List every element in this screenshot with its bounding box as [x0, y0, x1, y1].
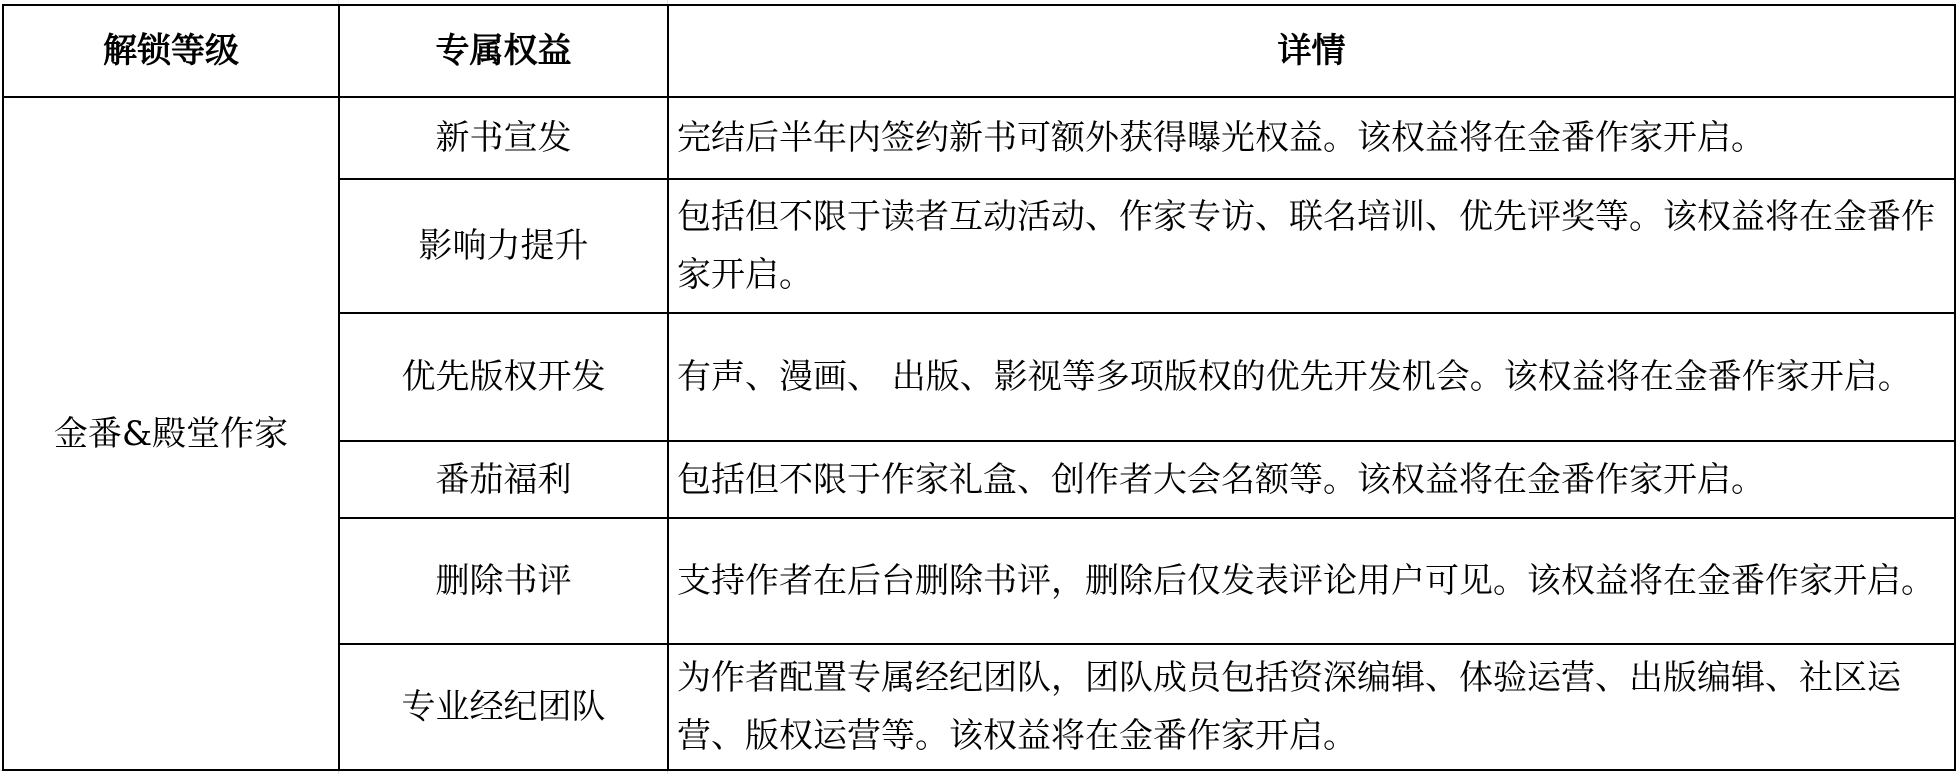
detail-cell[interactable]: 有声、漫画、 出版、影视等多项版权的优先开发机会。该权益将在金番作家开启。	[668, 313, 1955, 441]
header-exclusive-benefit[interactable]: 专属权益	[339, 5, 668, 97]
benefit-cell[interactable]: 优先版权开发	[339, 313, 668, 441]
detail-cell[interactable]: 包括但不限于读者互动活动、作家专访、联名培训、优先评奖等。该权益将在金番作家开启。	[668, 179, 1955, 313]
table-row	[3, 97, 1955, 179]
table-header-row	[3, 5, 1955, 97]
benefit-cell[interactable]: 番茄福利	[339, 441, 668, 518]
benefit-cell[interactable]: 删除书评	[339, 518, 668, 644]
benefit-cell[interactable]: 新书宣发	[339, 97, 668, 179]
detail-cell[interactable]: 完结后半年内签约新书可额外获得曝光权益。该权益将在金番作家开启。	[668, 97, 1955, 179]
benefit-cell[interactable]: 专业经纪团队	[339, 644, 668, 770]
detail-cell[interactable]: 为作者配置专属经纪团队，团队成员包括资深编辑、体验运营、出版编辑、社区运营、版权运营等。该权益将在金番作家开启。	[668, 644, 1955, 770]
detail-cell[interactable]: 支持作者在后台删除书评，删除后仅发表评论用户可见。该权益将在金番作家开启。	[668, 518, 1955, 644]
detail-cell[interactable]: 包括但不限于作家礼盒、创作者大会名额等。该权益将在金番作家开启。	[668, 441, 1955, 518]
benefit-cell[interactable]: 影响力提升	[339, 179, 668, 313]
unlock-level-cell[interactable]: 金番&殿堂作家	[3, 97, 339, 770]
header-details[interactable]: 详情	[668, 5, 1955, 97]
benefits-table	[2, 4, 1956, 771]
header-unlock-level[interactable]: 解锁等级	[3, 5, 339, 97]
